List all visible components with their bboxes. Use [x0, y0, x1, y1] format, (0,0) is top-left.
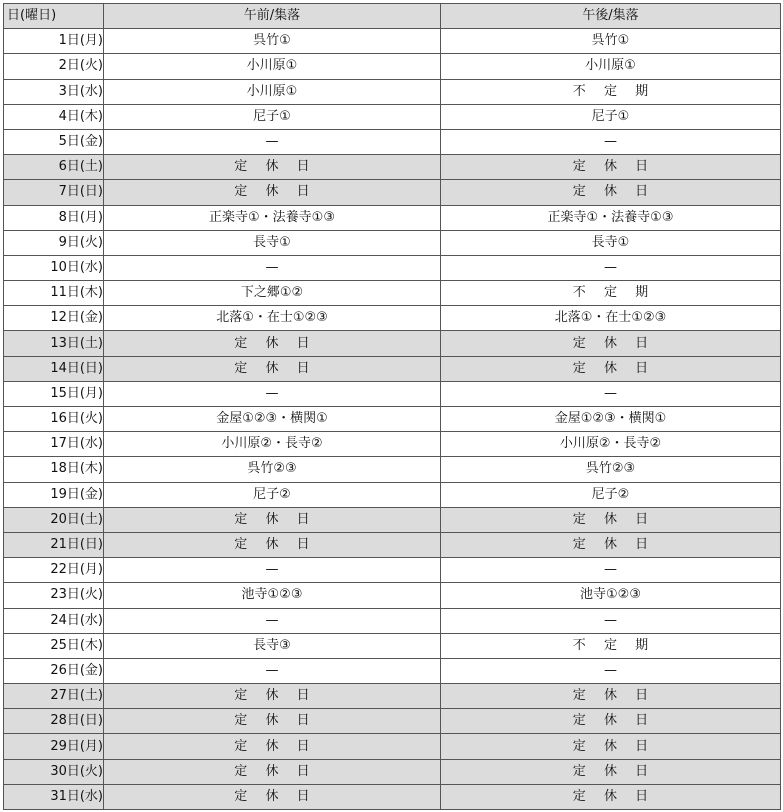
table-row	[4, 734, 781, 759]
am-cell	[104, 331, 441, 356]
day-cell: 17日(水)	[4, 432, 104, 457]
am-cell	[104, 205, 441, 230]
pm-cell	[441, 255, 781, 280]
am-value: —	[265, 562, 279, 578]
table-row	[4, 482, 781, 507]
pm-value: 定休日	[572, 738, 667, 754]
am-cell	[104, 54, 441, 79]
am-cell	[104, 381, 441, 406]
table-row	[4, 281, 781, 306]
am-value: 北落①・在士①②③	[216, 310, 328, 326]
pm-value: 定休日	[572, 788, 667, 804]
am-value: 定休日	[234, 159, 328, 175]
day-cell: 20日(土)	[4, 507, 104, 532]
pm-value: 定休日	[572, 184, 667, 200]
table-row	[4, 205, 781, 230]
am-value: —	[265, 385, 279, 401]
pm-value: 池寺①②③	[580, 587, 641, 603]
pm-cell	[441, 558, 781, 583]
am-column-header: 午前/集落	[104, 4, 441, 29]
am-value: 呉竹①	[253, 33, 291, 49]
am-cell	[104, 255, 441, 280]
table-row	[4, 180, 781, 205]
pm-cell	[441, 331, 781, 356]
pm-value: 不定期	[572, 285, 667, 301]
am-value: —	[265, 662, 279, 678]
table-row	[4, 306, 781, 331]
day-cell: 2日(火)	[4, 54, 104, 79]
day-cell: 25日(木)	[4, 633, 104, 658]
day-cell: 21日(日)	[4, 532, 104, 557]
am-value: —	[265, 259, 279, 275]
pm-value: 定休日	[572, 688, 667, 704]
pm-cell	[441, 230, 781, 255]
day-cell: 16日(火)	[4, 407, 104, 432]
pm-cell	[441, 709, 781, 734]
am-cell	[104, 180, 441, 205]
day-cell: 29日(月)	[4, 734, 104, 759]
am-value: 小川原①	[246, 58, 298, 74]
pm-cell	[441, 457, 781, 482]
day-cell: 18日(木)	[4, 457, 104, 482]
am-cell	[104, 306, 441, 331]
pm-cell	[441, 482, 781, 507]
am-cell	[104, 155, 441, 180]
am-cell	[104, 658, 441, 683]
table-row	[4, 457, 781, 482]
pm-cell	[441, 381, 781, 406]
pm-cell	[441, 432, 781, 457]
pm-value: 北落①・在士①②③	[554, 310, 667, 326]
table-row	[4, 331, 781, 356]
am-value: 尼子①	[253, 108, 291, 124]
am-cell	[104, 532, 441, 557]
table-row	[4, 633, 781, 658]
pm-value: —	[604, 385, 617, 401]
pm-cell	[441, 180, 781, 205]
pm-cell	[441, 532, 781, 557]
pm-value: 定休日	[572, 537, 667, 553]
am-cell	[104, 482, 441, 507]
pm-cell	[441, 608, 781, 633]
day-cell: 27日(土)	[4, 684, 104, 709]
pm-value: —	[604, 134, 617, 150]
pm-cell	[441, 507, 781, 532]
am-value: 長寺③	[253, 637, 291, 653]
day-cell: 30日(火)	[4, 759, 104, 784]
day-cell: 7日(日)	[4, 180, 104, 205]
am-cell	[104, 457, 441, 482]
am-value: 下之郷①②	[240, 285, 304, 301]
pm-value: 定休日	[572, 159, 667, 175]
pm-cell	[441, 306, 781, 331]
am-cell	[104, 29, 441, 54]
am-cell	[104, 734, 441, 759]
table-row	[4, 79, 781, 104]
table-row	[4, 104, 781, 129]
pm-value: 呉竹②③	[585, 461, 636, 477]
table-row	[4, 759, 781, 784]
pm-value: —	[604, 259, 617, 275]
am-cell	[104, 684, 441, 709]
day-cell: 3日(水)	[4, 79, 104, 104]
am-cell	[104, 558, 441, 583]
pm-cell	[441, 356, 781, 381]
table-header	[4, 4, 781, 29]
am-cell	[104, 759, 441, 784]
table-row	[4, 356, 781, 381]
table-row	[4, 129, 781, 154]
day-cell: 19日(金)	[4, 482, 104, 507]
table-row	[4, 230, 781, 255]
table-row	[4, 381, 781, 406]
table-row	[4, 583, 781, 608]
am-cell	[104, 230, 441, 255]
table-row	[4, 532, 781, 557]
pm-column-header: 午後/集落	[441, 4, 781, 29]
pm-cell	[441, 658, 781, 683]
pm-value: 不定期	[572, 637, 667, 653]
day-cell: 28日(日)	[4, 709, 104, 734]
pm-value: 定休日	[572, 763, 667, 779]
pm-value: 不定期	[572, 83, 667, 99]
pm-value: 正楽寺①・法養寺①③	[547, 209, 674, 225]
pm-cell	[441, 684, 781, 709]
am-value: 小川原①	[246, 83, 298, 99]
am-value: 定休日	[234, 688, 328, 704]
table-row	[4, 507, 781, 532]
table-row	[4, 709, 781, 734]
day-cell: 13日(土)	[4, 331, 104, 356]
am-cell	[104, 104, 441, 129]
pm-cell	[441, 734, 781, 759]
table-row	[4, 155, 781, 180]
am-value: 長寺①	[253, 234, 291, 250]
am-cell	[104, 129, 441, 154]
pm-cell	[441, 407, 781, 432]
pm-value: 尼子①	[591, 108, 630, 124]
am-cell	[104, 583, 441, 608]
am-value: 小川原②・長寺②	[221, 436, 323, 452]
pm-value: 金屋①②③・横関①	[554, 411, 667, 427]
table-row	[4, 558, 781, 583]
pm-value: 小川原②・長寺②	[559, 436, 662, 452]
am-value: 呉竹②③	[247, 461, 297, 477]
pm-cell	[441, 583, 781, 608]
am-value: 定休日	[234, 184, 328, 200]
am-value: 定休日	[234, 788, 328, 804]
table-row	[4, 29, 781, 54]
pm-cell	[441, 29, 781, 54]
pm-value: —	[604, 662, 617, 678]
pm-value: 定休日	[572, 360, 667, 376]
pm-cell	[441, 759, 781, 784]
table-row	[4, 784, 781, 809]
day-cell: 8日(月)	[4, 205, 104, 230]
am-value: 定休日	[234, 713, 328, 729]
day-cell: 6日(土)	[4, 155, 104, 180]
day-cell: 5日(金)	[4, 129, 104, 154]
am-cell	[104, 79, 441, 104]
day-cell: 24日(水)	[4, 608, 104, 633]
pm-cell	[441, 79, 781, 104]
day-cell: 4日(木)	[4, 104, 104, 129]
am-cell	[104, 784, 441, 809]
pm-cell	[441, 205, 781, 230]
pm-value: 尼子②	[591, 486, 630, 502]
day-cell: 22日(月)	[4, 558, 104, 583]
am-value: 定休日	[234, 738, 328, 754]
pm-cell	[441, 281, 781, 306]
am-value: 尼子②	[253, 486, 291, 502]
am-cell	[104, 281, 441, 306]
day-cell: 9日(火)	[4, 230, 104, 255]
table-row	[4, 255, 781, 280]
schedule-table	[3, 3, 781, 810]
table-row	[4, 608, 781, 633]
table-body	[4, 29, 781, 810]
day-cell: 23日(火)	[4, 583, 104, 608]
am-cell	[104, 709, 441, 734]
am-cell	[104, 407, 441, 432]
pm-value: 呉竹①	[591, 33, 630, 49]
pm-cell	[441, 784, 781, 809]
day-column-header: 日(曜日)	[4, 4, 104, 29]
table-row	[4, 54, 781, 79]
am-value: 定休日	[234, 360, 328, 376]
am-cell	[104, 507, 441, 532]
pm-cell	[441, 633, 781, 658]
day-cell: 14日(日)	[4, 356, 104, 381]
pm-value: 定休日	[572, 713, 667, 729]
pm-value: —	[604, 612, 617, 628]
am-value: 金屋①②③・横関①	[216, 411, 328, 427]
am-value: 定休日	[234, 511, 328, 527]
table-row	[4, 658, 781, 683]
day-cell: 12日(金)	[4, 306, 104, 331]
am-value: 定休日	[234, 335, 328, 351]
pm-cell	[441, 104, 781, 129]
day-cell: 26日(金)	[4, 658, 104, 683]
pm-value: 長寺①	[591, 234, 630, 250]
am-value: 定休日	[234, 763, 328, 779]
pm-value: 定休日	[572, 511, 667, 527]
am-value: 池寺①②③	[241, 587, 303, 603]
table-row	[4, 684, 781, 709]
day-cell: 31日(水)	[4, 784, 104, 809]
am-value: 正楽寺①・法養寺①③	[209, 209, 335, 225]
pm-cell	[441, 129, 781, 154]
day-cell: 15日(月)	[4, 381, 104, 406]
pm-value: —	[604, 562, 617, 578]
table-row	[4, 407, 781, 432]
am-cell	[104, 356, 441, 381]
am-value: —	[265, 612, 279, 628]
am-cell	[104, 608, 441, 633]
pm-cell	[441, 54, 781, 79]
table-row	[4, 432, 781, 457]
pm-cell	[441, 155, 781, 180]
day-cell: 10日(水)	[4, 255, 104, 280]
pm-value: 小川原①	[585, 58, 636, 74]
day-cell: 1日(月)	[4, 29, 104, 54]
day-cell: 11日(木)	[4, 281, 104, 306]
pm-value: 定休日	[572, 335, 667, 351]
am-cell	[104, 432, 441, 457]
am-value: 定休日	[234, 537, 328, 553]
am-value: —	[265, 134, 279, 150]
header-row	[4, 4, 781, 29]
am-cell	[104, 633, 441, 658]
